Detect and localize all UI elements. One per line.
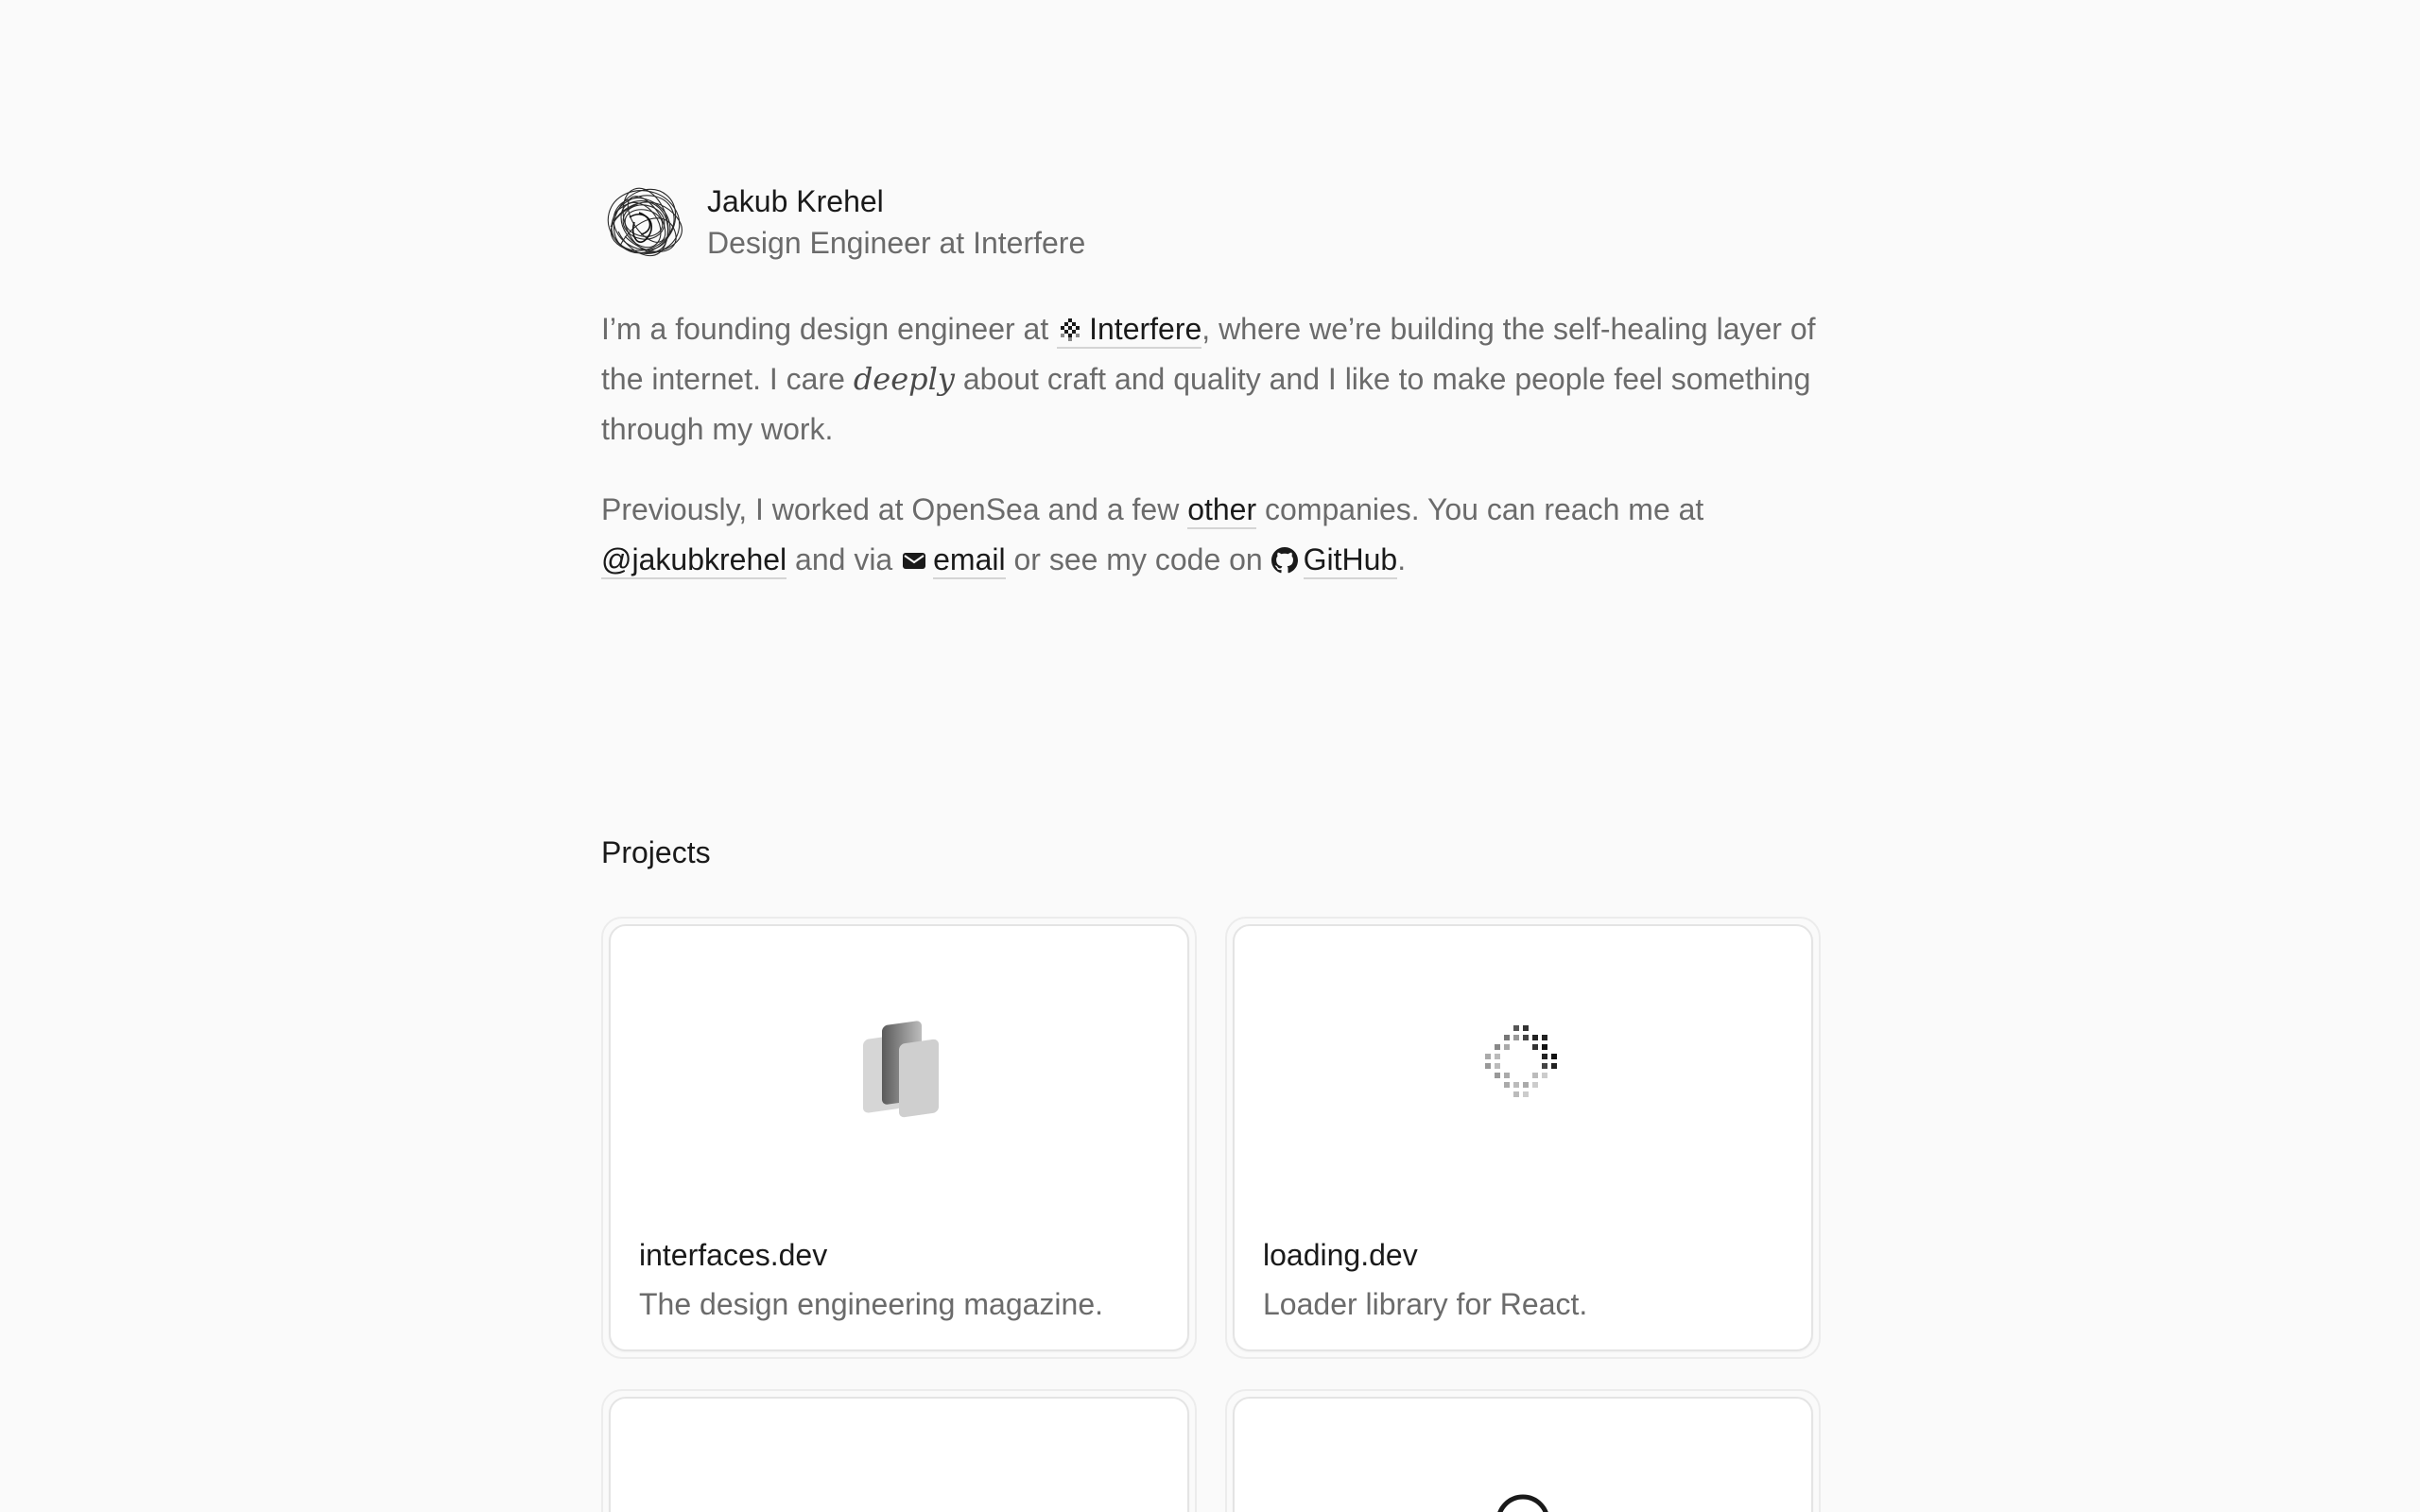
profile-text	[707, 180, 1085, 264]
project-card-interfaces[interactable]	[601, 917, 1197, 1359]
bio-paragraph-1	[601, 304, 1821, 455]
project-description: The design engineering magazine.	[639, 1287, 1103, 1321]
bio-text: and via	[786, 542, 902, 576]
profile-name: Jakub Krehel	[707, 184, 884, 218]
mail-icon	[901, 547, 927, 574]
other-companies-link[interactable]: other	[1187, 492, 1256, 529]
project-card-4[interactable]	[1225, 1389, 1821, 1512]
bio-text: , where we’re building the self-healing layer of the internet. I care	[601, 312, 1816, 396]
github-icon	[1271, 547, 1298, 574]
projects-grid	[601, 917, 1821, 1512]
project-card-inner	[609, 924, 1189, 1351]
project-card-inner	[1233, 924, 1813, 1351]
twitter-handle-link[interactable]: @jakubkrehel	[601, 542, 786, 579]
projects-heading: Projects	[601, 835, 711, 869]
interfere-link-label: Interfere	[1089, 312, 1202, 346]
project-card-inner	[1233, 1397, 1813, 1512]
profile-role: Design Engineer at Interfere	[707, 226, 1086, 260]
project-card-loading[interactable]	[1225, 917, 1821, 1359]
project-description: Loader library for React.	[1263, 1287, 1588, 1321]
bio-text: .	[1397, 542, 1407, 576]
bio-text: Previously, I worked at OpenSea and a few	[601, 492, 1188, 526]
avatar	[601, 180, 686, 265]
stacked-cards-icon	[852, 1021, 946, 1125]
bio-emphasis: deeply	[853, 361, 955, 397]
bio-text: I’m a founding design engineer at	[601, 312, 1058, 346]
github-link[interactable]: GitHub	[1304, 542, 1398, 579]
project-title: loading.dev	[1263, 1238, 1418, 1272]
project-card-inner	[609, 1397, 1189, 1512]
interfere-link[interactable]	[1057, 312, 1201, 349]
dotted-loader-icon	[1471, 1021, 1575, 1125]
bio-text: about craft and quality and I like to make people feel something through my work.	[601, 362, 1811, 446]
project-title: interfaces.dev	[639, 1238, 828, 1272]
bio	[601, 304, 1821, 585]
interfere-logo-icon	[1057, 317, 1083, 343]
bio-text: companies. You can reach me at	[1256, 492, 1704, 526]
bio-paragraph-2	[601, 485, 1821, 585]
intro-section	[601, 180, 1821, 585]
profile-header	[601, 180, 1821, 265]
project-card-3[interactable]	[601, 1389, 1197, 1512]
circle-icon	[1495, 1493, 1551, 1512]
email-link[interactable]: email	[933, 542, 1005, 579]
project-art	[611, 1021, 1187, 1125]
bio-text: or see my code on	[1005, 542, 1271, 576]
project-art	[1235, 1021, 1811, 1125]
